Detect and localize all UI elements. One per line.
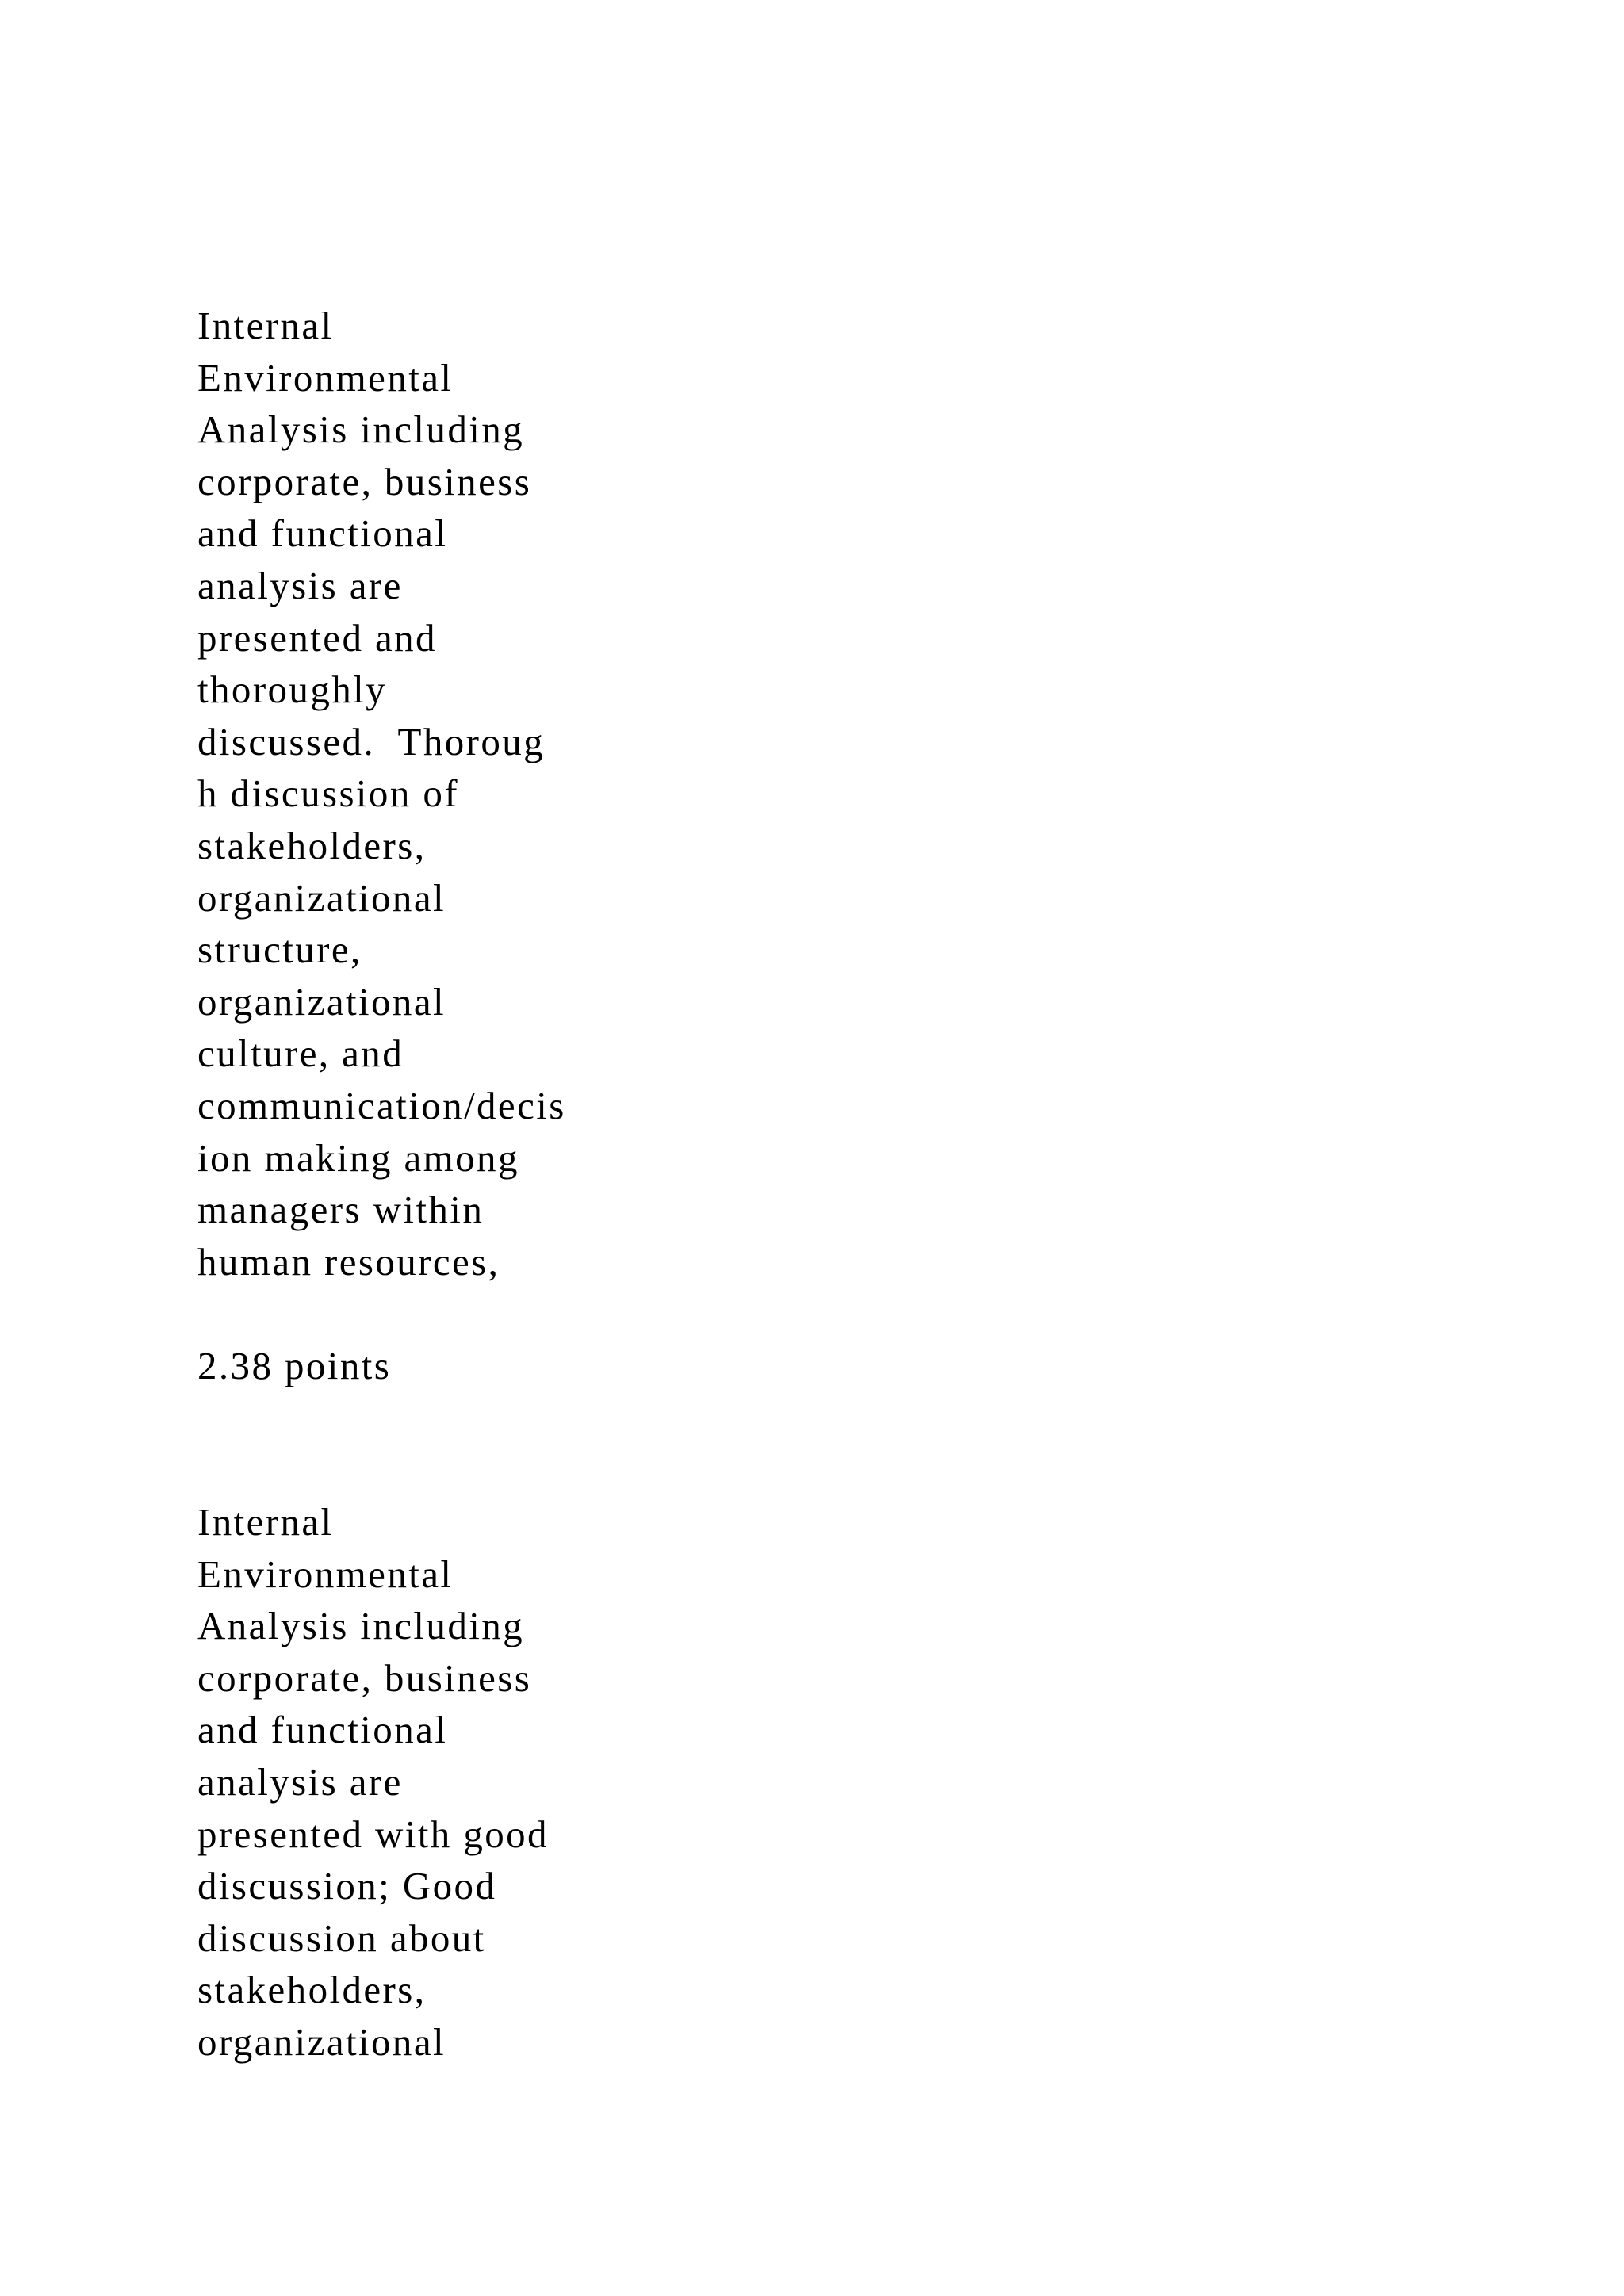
criterion-1-description bbox=[197, 300, 566, 1288]
criterion-1-line: communication/decis bbox=[197, 1083, 566, 1127]
criterion-2-line: analysis are bbox=[197, 1759, 403, 1804]
criterion-2-line: presented with good bbox=[197, 1812, 549, 1856]
criterion-1-line: Internal bbox=[197, 304, 334, 347]
criterion-1-line: Environmental bbox=[197, 355, 454, 400]
criterion-1-line: stakeholders, bbox=[197, 823, 427, 867]
criterion-2-line: corporate, business bbox=[197, 1655, 532, 1700]
criterion-1-line: analysis are bbox=[197, 563, 403, 607]
criterion-1-line: ion making among bbox=[197, 1135, 519, 1180]
criterion-1-line: Analysis including bbox=[197, 408, 525, 452]
criterion-2-line: stakeholders, bbox=[197, 1968, 427, 2012]
criterion-2-line: organizational bbox=[197, 2019, 446, 2064]
criterion-1-points: 2.38 points bbox=[197, 1344, 392, 1387]
criterion-2-line: Internal bbox=[197, 1500, 334, 1544]
criterion-1-line: h discussion of bbox=[197, 771, 459, 816]
criterion-1-line: human resources, bbox=[197, 1239, 500, 1284]
criterion-2-line: Analysis including bbox=[197, 1604, 525, 1648]
criterion-1-line: culture, and bbox=[197, 1031, 404, 1076]
criterion-2-line: and functional bbox=[197, 1708, 448, 1752]
criterion-2-line: Environmental bbox=[197, 1552, 454, 1596]
criterion-1-line: managers within bbox=[197, 1188, 485, 1232]
criterion-2-description bbox=[197, 1496, 549, 2068]
criterion-1-line: corporate, business bbox=[197, 459, 532, 503]
criterion-1-line: presented and bbox=[197, 615, 437, 660]
criterion-2-line: discussion about bbox=[197, 1915, 486, 1960]
criterion-1-line: structure, bbox=[197, 928, 362, 972]
criterion-1-line: and functional bbox=[197, 511, 448, 556]
criterion-1-line: discussed. Thoroug bbox=[197, 719, 546, 763]
criterion-1-line: organizational bbox=[197, 875, 446, 920]
criterion-2-line: discussion; Good bbox=[197, 1864, 497, 1908]
criterion-1-line: organizational bbox=[197, 979, 446, 1024]
criterion-1-line: thoroughly bbox=[197, 668, 388, 712]
